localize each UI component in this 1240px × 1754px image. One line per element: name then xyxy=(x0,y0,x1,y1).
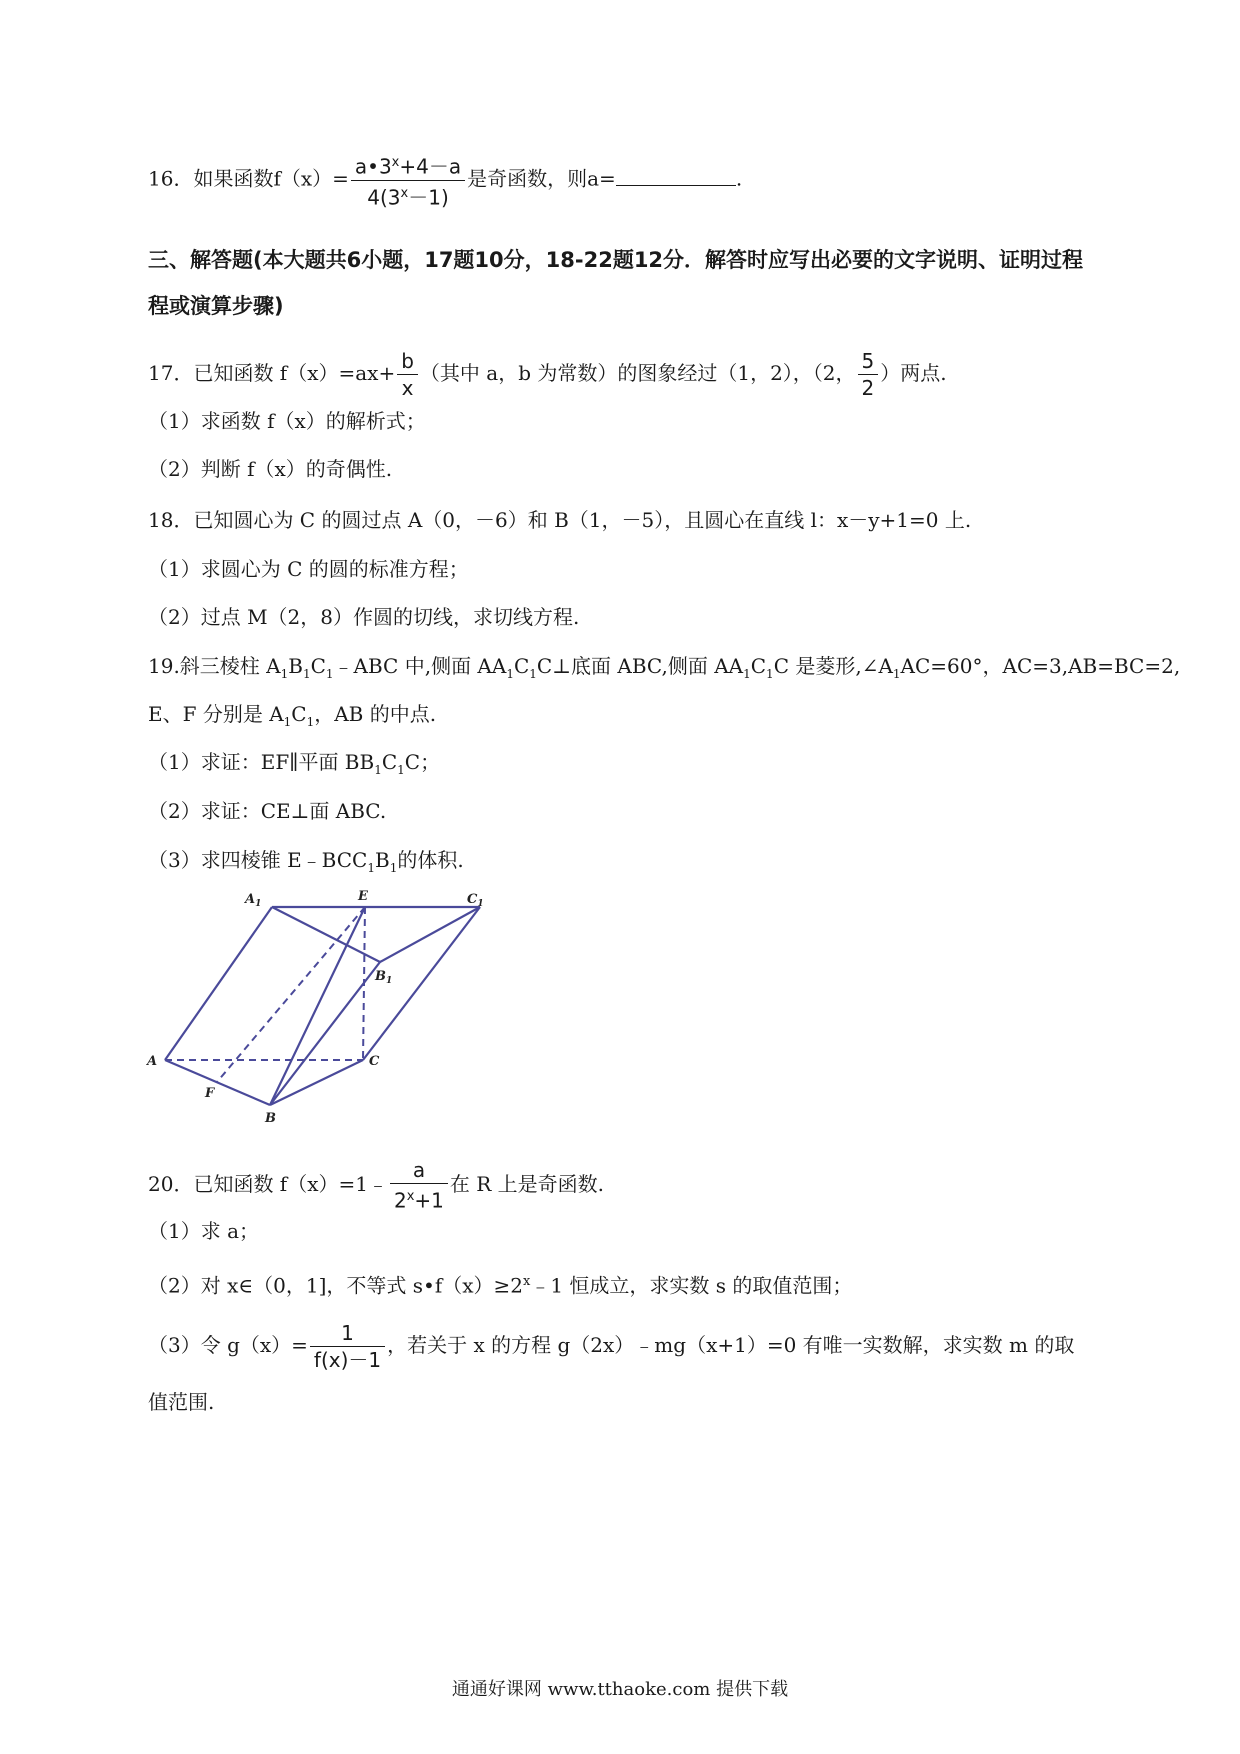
q17-frac-den: x xyxy=(397,374,418,401)
q19-text: C xyxy=(513,654,530,678)
q20-part-3-cont: 值范围. xyxy=(148,1390,215,1414)
q17-part-1: （1）求函数 f（x）的解析式； xyxy=(148,409,426,433)
q16-num-tail: +4－a xyxy=(399,154,462,179)
q19-sub: 1 xyxy=(280,667,289,681)
q17-fraction-1 xyxy=(397,348,418,401)
q16-suffix: 是奇函数，则a= xyxy=(467,166,616,191)
q19-sub: 1 xyxy=(325,667,334,681)
q20-p2-sup: x xyxy=(523,1274,531,1289)
label-b1: $B_1$ xyxy=(375,969,393,986)
q16-num: a•3 xyxy=(354,154,392,179)
q20-frac-num: a xyxy=(412,1158,426,1182)
label-c: C xyxy=(369,1054,380,1069)
q16-end: . xyxy=(735,166,743,191)
q19-sub: 1 xyxy=(397,763,405,777)
q17-middle: （其中 a，b 为常数）的图象经过（1，2），（2， xyxy=(419,361,856,385)
q18-part-1: （1）求圆心为 C 的圆的标准方程； xyxy=(148,557,469,581)
q19-text: C xyxy=(291,702,307,726)
q16-num-sup: x xyxy=(391,155,400,170)
q17-prefix: 17．已知函数 f（x）=ax+ xyxy=(148,361,396,385)
q20-prefix: 20．已知函数 f（x）=1﹣ xyxy=(148,1171,388,1196)
question-17 xyxy=(148,348,947,401)
q19-sub: 1 xyxy=(283,715,292,729)
q19-text: C⊥底面 ABC,侧面 AA xyxy=(536,654,744,678)
q19-text: 的体积. xyxy=(397,848,464,872)
q19-text: （1）求证：EF∥平面 BB xyxy=(148,750,375,774)
q19-text: AC=60°，AC=3,AB=BC=2, xyxy=(900,654,1181,678)
q16-answer-blank[interactable] xyxy=(616,165,736,186)
q20-p2-text: （2）对 x∈（0，1]，不等式 s•f（x）≥2 xyxy=(148,1273,523,1298)
q17-fraction-2 xyxy=(858,348,879,401)
q19-sub: 1 xyxy=(302,667,311,681)
q19-text: B xyxy=(288,654,303,678)
q19-sub: 1 xyxy=(306,715,315,729)
question-18: 18．已知圆心为 C 的圆过点 A（0，－6）和 B（1，－5），且圆心在直线 l：x－y+1=0 上. xyxy=(148,508,972,532)
q19-text: 19.斜三棱柱 A xyxy=(148,654,281,678)
q19-text: B xyxy=(375,848,390,872)
q17-frac2-num: 5 xyxy=(861,349,875,373)
label-b: B xyxy=(265,1111,276,1125)
q17-frac-num: b xyxy=(401,349,414,373)
q17-part-2: （2）判断 f（x）的奇偶性. xyxy=(148,457,393,481)
edge-b-c xyxy=(270,1060,363,1105)
edge-e-b xyxy=(270,907,365,1105)
q19-text: ，AB 的中点. xyxy=(314,702,437,726)
section-3-heading-cont: 程或演算步骤) xyxy=(148,294,284,318)
edge-b1-c1 xyxy=(380,907,480,962)
q19-sub: 1 xyxy=(766,667,774,681)
page-footer: 通通好课网 www.tthaoke.com 提供下载 xyxy=(451,1679,789,1700)
q16-fraction xyxy=(351,150,465,210)
section-3-heading: 三、解答题(本大题共6小题，17题10分，18-22题12分．解答时应写出必要的文字说明、证明过程 xyxy=(148,248,1084,272)
question-20 xyxy=(148,1157,604,1214)
q20-p3-prefix: （3）令 g（x）= xyxy=(148,1333,308,1357)
label-f: F xyxy=(205,1086,215,1101)
q19-text: C xyxy=(381,750,398,774)
q19-text: C xyxy=(310,654,326,678)
q19-sub: 1 xyxy=(743,667,751,681)
q20-suffix: 在 R 上是奇函数. xyxy=(449,1171,605,1196)
q16-den-sup: x xyxy=(400,185,409,201)
q20-p3-num: 1 xyxy=(341,1321,354,1345)
label-e: E xyxy=(358,889,368,904)
q19-part-3 xyxy=(148,846,464,882)
q16-den-tail: －1) xyxy=(408,185,449,210)
label-a1: $A_1$ xyxy=(245,892,262,909)
q19-text: （3）求四棱锥 E﹣BCC xyxy=(148,848,368,872)
q20-den-sup: x xyxy=(406,1189,415,1204)
edge-a-b xyxy=(165,1060,270,1105)
q20-p2-text-b: ﹣1 恒成立，求实数 s 的取值范围； xyxy=(530,1273,853,1298)
q17-frac2-den: 2 xyxy=(858,374,879,401)
q20-den-tail: +1 xyxy=(414,1188,444,1213)
q19-text: E、F 分别是 A xyxy=(148,702,284,726)
q19-text: C； xyxy=(404,750,441,774)
q20-p3-den: f(x)－1 xyxy=(310,1346,385,1373)
q20-p3-suffix: ，若关于 x 的方程 g（2x）﹣mg（x+1）=0 有唯一实数解，求实数 m 的取 xyxy=(387,1333,1075,1357)
question-19 xyxy=(148,652,1180,688)
q18-part-2: （2）过点 M（2，8）作圆的切线，求切线方程. xyxy=(148,605,580,629)
q19-sub: 1 xyxy=(367,861,375,875)
q20-part-3 xyxy=(148,1320,1074,1373)
label-c1: $C_1$ xyxy=(467,892,484,909)
q19-sub: 1 xyxy=(529,667,537,681)
edge-e-c-hidden xyxy=(363,907,365,1060)
q19-sub: 1 xyxy=(506,667,514,681)
edge-e-f-hidden xyxy=(217,907,365,1082)
label-a: A xyxy=(147,1054,158,1069)
q16-prefix: 16．如果函数f（x）= xyxy=(148,166,349,191)
q19-text: C xyxy=(750,654,767,678)
q19-text: C 是菱形,∠A xyxy=(773,654,893,678)
q19-text: ﹣ABC 中,侧面 AA xyxy=(333,654,507,678)
q20-part-1: （1）求 a； xyxy=(148,1219,260,1243)
q20-frac-den: 2 xyxy=(393,1188,407,1213)
q17-suffix: ）两点. xyxy=(880,361,947,385)
prism-figure xyxy=(145,885,490,1125)
q19-line-2 xyxy=(148,700,436,736)
q20-p3-fraction xyxy=(310,1320,385,1373)
q16-den: 4(3 xyxy=(367,185,401,210)
q19-part-2: （2）求证：CE⊥面 ABC. xyxy=(148,799,387,823)
q19-part-1 xyxy=(148,748,440,784)
q20-part-2 xyxy=(148,1268,852,1300)
q19-sub: 1 xyxy=(892,667,901,681)
q19-sub: 1 xyxy=(374,763,382,777)
q20-fraction xyxy=(390,1157,448,1214)
question-16 xyxy=(148,150,742,210)
q19-sub: 1 xyxy=(389,861,398,875)
